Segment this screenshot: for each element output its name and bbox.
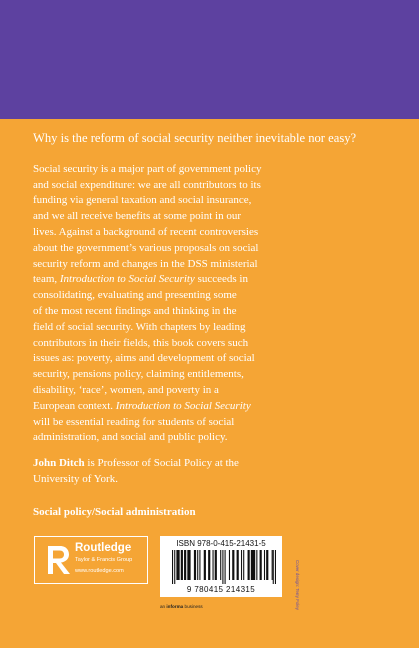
barcode-bar	[266, 550, 268, 580]
barcode-bar	[176, 550, 179, 580]
author-bio-line-2: University of York.	[33, 472, 118, 485]
barcode-bar	[208, 550, 210, 580]
informa-business-line: an informa business	[160, 604, 203, 609]
blurb-line: disability, ‘race’, women, and poverty in a	[33, 383, 219, 396]
blurb-line: team, Introduction to Social Security succeeds in	[33, 273, 248, 286]
barcode-bar	[264, 550, 265, 580]
barcode-bar	[181, 550, 183, 580]
author-name: John Ditch	[33, 457, 85, 470]
blurb-line: consolidating, evaluating and presenting some	[33, 289, 237, 302]
barcode-bar	[273, 550, 274, 584]
routledge-r-logo-icon	[43, 543, 73, 577]
barcode-bar	[256, 550, 257, 580]
publisher-group: Taylor & Francis Group	[75, 557, 133, 563]
blurb-line: security, pensions policy, claiming entitlements,	[33, 368, 244, 381]
blurb-line: and social expenditure: we are all contributors to its	[33, 178, 261, 191]
blurb-line: lives. Against a background of recent controversies	[33, 225, 259, 238]
publisher-name: Routledge	[75, 542, 132, 554]
blurb-line: of the most recent findings and thinking in the	[33, 304, 237, 317]
blurb-line: issues as: poverty, aims and development of social	[33, 352, 255, 365]
barcode-bar	[225, 550, 226, 584]
author-bio-line-1: is Professor of Social Policy at the	[84, 457, 239, 470]
blurb-description	[33, 162, 403, 446]
barcode-bar	[174, 550, 175, 584]
blurb-line: security reform and changes in the DSS ministerial	[33, 257, 258, 270]
back-cover-blurb	[33, 131, 403, 521]
barcode-bar	[187, 550, 190, 580]
barcode-bar	[229, 550, 230, 580]
barcode-bars	[172, 550, 276, 584]
subject-category: Social policy/Social administration	[33, 505, 196, 518]
blurb-line: funding via general taxation and social insurance,	[33, 194, 252, 207]
blurb-line: about the government’s various proposals on social	[33, 241, 259, 254]
cover-design-credit: Cover design: Terry Foley	[295, 560, 300, 610]
blurb-line: administration, and social and public policy.	[33, 431, 228, 444]
blurb-line: Social security is a major part of government policy	[33, 162, 262, 175]
barcode-bar	[199, 550, 200, 580]
barcode-bar	[272, 550, 273, 580]
author-note	[33, 456, 403, 488]
blurb-line: contributors in their fields, this book covers such	[33, 336, 249, 349]
barcode-bar	[204, 550, 206, 580]
barcode-bar	[194, 550, 196, 580]
barcode-bar	[260, 550, 262, 580]
barcode-bar	[248, 550, 250, 580]
barcode-bar	[275, 550, 276, 584]
informa-brand: informa	[166, 604, 184, 609]
barcode-bar	[220, 550, 221, 580]
barcode-bar	[197, 550, 198, 580]
barcode-bar	[237, 550, 239, 580]
barcode-bar	[222, 550, 223, 584]
publisher-url: www.routledge.com	[75, 568, 124, 574]
blurb-line: and we all receive benefits at some point in our	[33, 210, 242, 223]
book-title-italic: Introduction to Social Security	[115, 399, 251, 412]
barcode-bar	[213, 550, 214, 580]
barcode-bar	[215, 550, 217, 580]
barcode-bar	[184, 550, 186, 580]
isbn-barcode	[160, 536, 282, 597]
barcode-bar	[232, 550, 234, 580]
isbn-label: ISBN 978-0-415-21431-5	[176, 539, 266, 548]
cover-top-band	[0, 0, 419, 119]
barcode-bar	[241, 550, 242, 580]
blurb-line: field of social security. With chapters by leading	[33, 320, 246, 333]
blurb-question: Why is the reform of social security neither inevitable nor easy?	[33, 131, 357, 145]
publisher-imprint	[34, 536, 148, 584]
barcode-bar	[172, 550, 173, 584]
blurb-line: European context. Introduction to Social Security	[33, 399, 251, 412]
barcode-bar	[243, 550, 244, 580]
barcode-digits: 9 780415 214315	[186, 585, 256, 594]
barcode-bar	[251, 550, 255, 580]
book-title-italic: Introduction to Social Security	[59, 273, 195, 286]
blurb-line: will be essential reading for students of social	[33, 415, 235, 428]
